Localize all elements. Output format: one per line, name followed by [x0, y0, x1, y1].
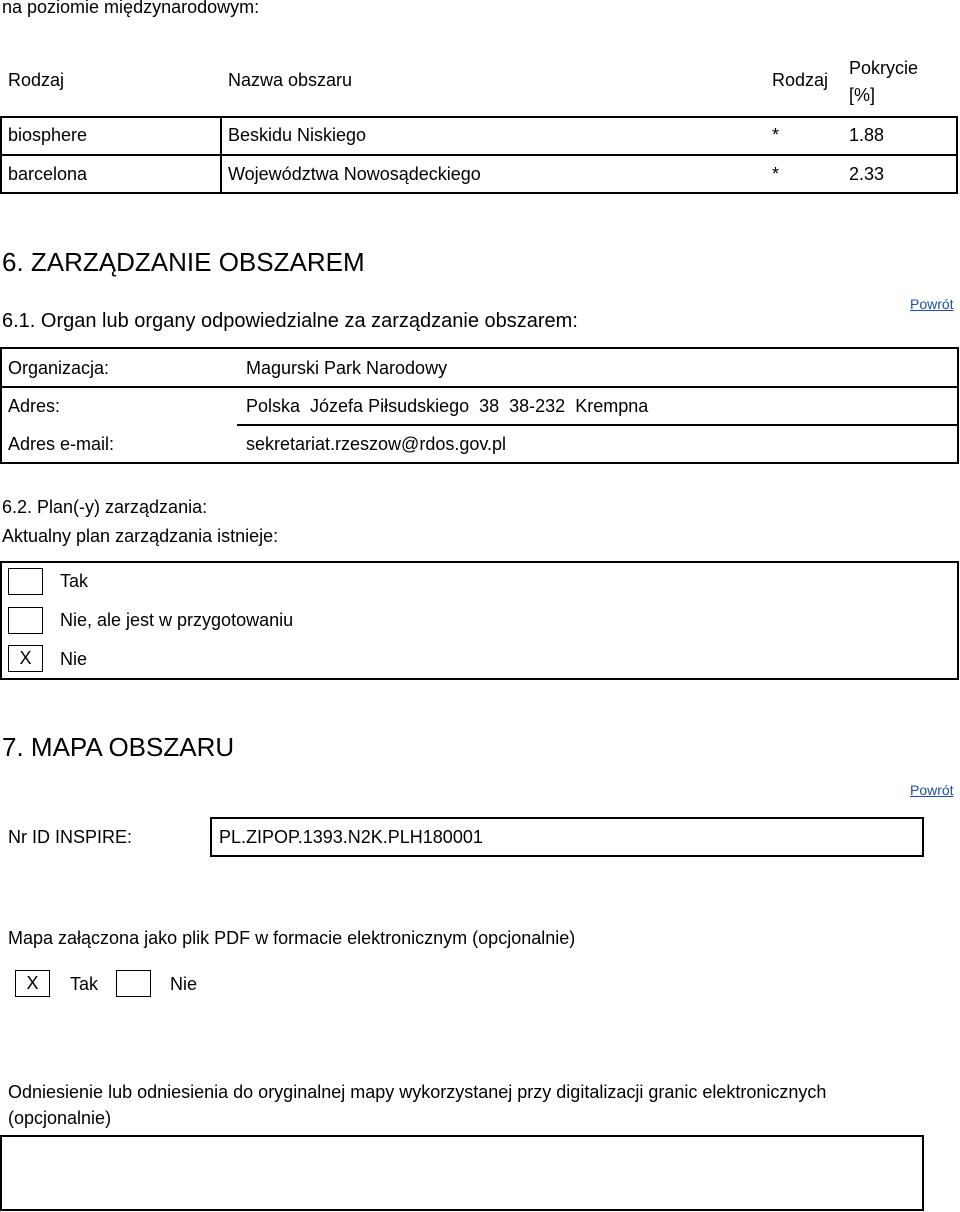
pdf-tak-label: Tak	[70, 974, 99, 994]
plan-tak-label: Tak	[60, 571, 89, 591]
plan-nie-label: Nie	[60, 649, 88, 669]
plan-tak-checkbox[interactable]	[8, 568, 43, 595]
cell-pokrycie: 2.33	[849, 164, 885, 184]
intro-text: na poziomie międzynarodowym:	[2, 0, 260, 17]
cell-pokrycie: 1.88	[849, 125, 885, 145]
organization-label: Organizacja:	[8, 358, 110, 378]
cell-rodzaj: barcelona	[8, 164, 88, 184]
plan-subtitle: Aktualny plan zarządzania istnieje:	[2, 526, 279, 546]
map-reference-question-cont: (opcjonalnie)	[8, 1108, 112, 1128]
header-rodzaj-2: Rodzaj	[772, 70, 829, 90]
cell-rodzaj: biosphere	[8, 125, 88, 145]
header-pokrycie-unit: [%]	[849, 85, 876, 105]
inspire-label: Nr ID INSPIRE:	[8, 827, 133, 847]
section-6-title: 6. ZARZĄDZANIE OBSZAREM	[2, 247, 365, 277]
pdf-tak-checkbox[interactable]: X	[15, 970, 50, 997]
address-value: Polska Józefa Piłsudskiego 38 38-232 Krempna	[246, 396, 649, 416]
plan-in-preparation-label: Nie, ale jest w przygotowaniu	[60, 610, 294, 630]
organization-value: Magurski Park Narodowy	[246, 358, 448, 378]
email-label: Adres e-mail:	[8, 434, 115, 454]
plan-in-preparation-checkbox[interactable]	[8, 607, 43, 634]
back-link[interactable]: Powrót	[910, 782, 954, 798]
map-reference-field	[0, 1135, 924, 1211]
map-reference-question: Odniesienie lub odniesienia do oryginalnej mapy wykorzystanej przy digitalizacji granic elektronicznych	[8, 1082, 827, 1102]
email-value: sekretariat.rzeszow@rdos.gov.pl	[246, 434, 507, 454]
cell-rodzaj-2: *	[772, 164, 780, 184]
pdf-nie-label: Nie	[170, 974, 198, 994]
cell-nazwa: Beskidu Niskiego	[228, 125, 367, 145]
inspire-value: PL.ZIPOP.1393.N2K.PLH180001	[219, 827, 483, 847]
header-nazwa-obszaru: Nazwa obszaru	[228, 70, 353, 90]
pdf-nie-checkbox[interactable]	[116, 970, 151, 997]
section-6-2-title: 6.2. Plan(-y) zarządzania:	[2, 497, 208, 517]
address-label: Adres:	[8, 396, 61, 416]
header-pokrycie: Pokrycie	[849, 58, 919, 78]
section-6-1-title: 6.1. Organ lub organy odpowiedzialne za zarządzanie obszarem:	[2, 310, 578, 332]
section-7-title: 7. MAPA OBSZARU	[2, 732, 235, 762]
plan-nie-checkbox[interactable]: X	[8, 645, 43, 672]
back-link[interactable]: Powrót	[910, 296, 954, 312]
cell-rodzaj-2: *	[772, 125, 780, 145]
pdf-question: Mapa załączona jako plik PDF w formacie elektronicznym (opcjonalnie)	[8, 928, 576, 948]
header-rodzaj-1: Rodzaj	[8, 70, 65, 90]
cell-nazwa: Województwa Nowosądeckiego	[228, 164, 481, 184]
map-reference-value	[2, 1137, 922, 1149]
